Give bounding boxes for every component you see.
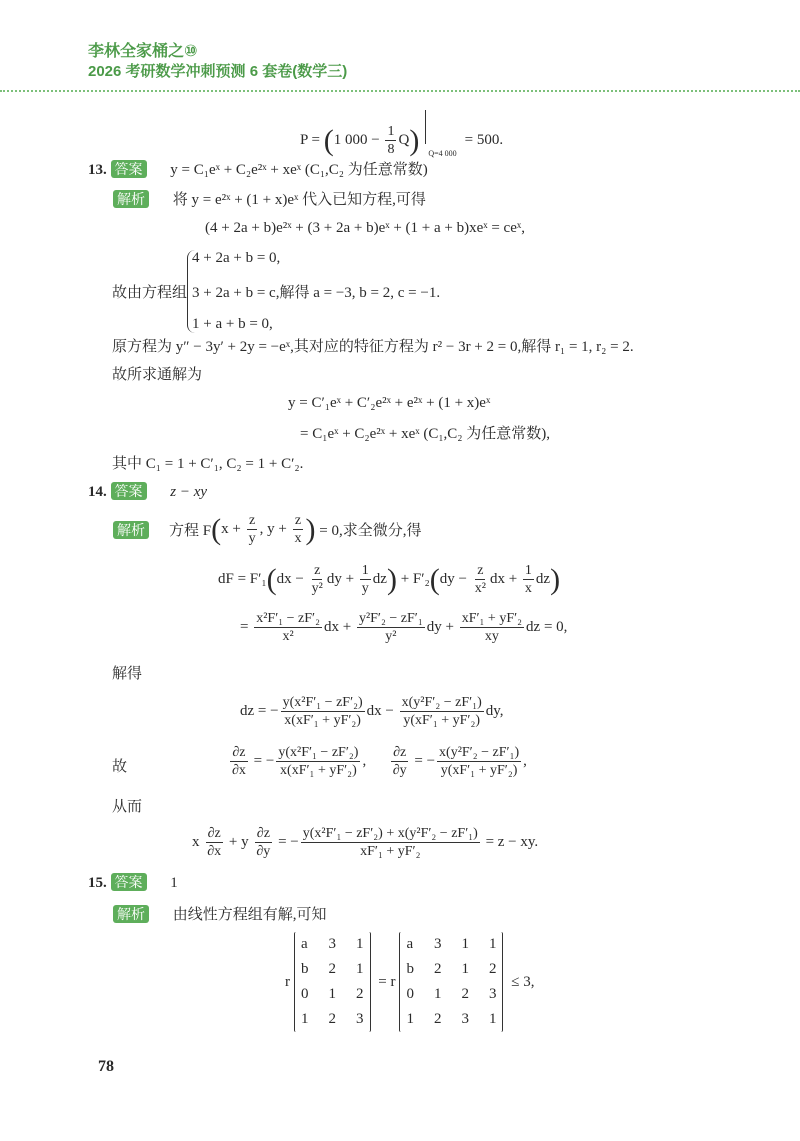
fraction <box>391 744 409 779</box>
fraction <box>247 512 258 547</box>
math-text: 1 000 − <box>333 132 384 148</box>
fraction <box>385 123 396 158</box>
math-text: dx + <box>489 571 521 587</box>
answer-text: 1 <box>170 875 178 891</box>
text-line: 故所求通解为 <box>112 367 203 383</box>
matrix-cell: 3 <box>488 986 497 1002</box>
evaluation-bar <box>425 110 426 144</box>
parenthesis: ( <box>266 562 277 596</box>
answer-label: 答案 <box>111 482 147 500</box>
fraction-numerator: ∂z <box>232 745 246 760</box>
fraction-numerator: y(x²F′₁ − zF′₂) <box>282 695 363 710</box>
fraction <box>230 744 248 779</box>
matrix-cell: 2 <box>328 1011 336 1027</box>
fraction-numerator: 1 <box>387 124 395 139</box>
fraction-numerator: y(x²F′₁ − zF′₂) + x(y²F′₂ − zF′₁) <box>302 826 478 841</box>
math-text: = − <box>410 753 436 769</box>
q15-answer-row <box>88 873 178 892</box>
math-text: dz <box>535 571 551 587</box>
fraction <box>400 694 484 729</box>
fraction-numerator: ∂z <box>207 826 221 841</box>
fraction <box>360 562 371 597</box>
system-equation: 1 + a + b = 0, <box>192 316 273 332</box>
fraction-numerator: 1 <box>361 563 369 578</box>
matrix-cell: 2 <box>488 961 497 977</box>
text-line: 其中 C₁ = 1 + C′₁, C₂ = 1 + C′₂. <box>112 456 304 472</box>
page-number: 78 <box>98 1058 114 1075</box>
fraction <box>254 610 322 645</box>
matrix-cell: 1 <box>461 936 469 952</box>
matrix <box>399 932 503 1032</box>
math-text: = <box>240 619 253 635</box>
fraction <box>473 562 488 597</box>
fraction-numerator: z <box>314 563 321 578</box>
matrix-cell: 1 <box>488 936 497 952</box>
fraction-denominator: y(xF′₁ + yF′₂) <box>440 763 518 778</box>
fraction-denominator: x² <box>282 629 294 644</box>
analysis-text: 将 y = e²ˣ + (1 + x)eˣ 代入已知方程,可得 <box>172 192 426 208</box>
fraction-numerator: ∂z <box>256 826 270 841</box>
final-equation <box>192 825 538 860</box>
analysis-label: 解析 <box>113 190 149 208</box>
matrix <box>294 932 371 1032</box>
parenthesis: ) <box>386 562 397 596</box>
fraction-denominator: xF′₁ + yF′₂ <box>360 844 421 859</box>
matrix-cell: 3 <box>433 936 442 952</box>
fraction-denominator: ∂x <box>232 763 246 778</box>
fraction-numerator: ∂z <box>393 745 407 760</box>
fraction <box>310 562 325 597</box>
matrix-cell: a <box>301 936 308 952</box>
math-text: dx + <box>323 619 355 635</box>
text-line: 解得 <box>112 666 143 682</box>
matrix-cell: 1 <box>488 1011 497 1027</box>
math-text: dz = 0, <box>526 619 568 635</box>
analysis-text <box>169 512 422 547</box>
math-text: = − <box>274 834 299 850</box>
dz-equation <box>240 694 504 729</box>
differential-equation <box>218 562 560 597</box>
equation: y = C′₁eˣ + C′₂e²ˣ + e²ˣ + (1 + x)eˣ <box>288 395 491 411</box>
fraction-denominator: 8 <box>387 142 395 157</box>
answer-text: y = C₁eˣ + C₂e²ˣ + xeˣ (C₁,C₂ 为任意常数) <box>170 162 428 178</box>
q13-analysis-row <box>113 188 426 209</box>
fraction-denominator: y(xF′₁ + yF′₂) <box>403 713 481 728</box>
equation: = C₁eˣ + C₂e²ˣ + xeˣ (C₁,C₂ 为任意常数), <box>300 426 551 442</box>
question-number: 14. <box>88 484 107 500</box>
math-text: dz <box>372 571 387 587</box>
matrix-cell: 1 <box>406 1011 414 1027</box>
equation: (4 + 2a + b)e²ˣ + (3 + 2a + b)eˣ + (1 + a + b)xeˣ = ceˣ, <box>205 220 525 236</box>
fraction <box>523 562 534 597</box>
analysis-text: 由线性方程组有解,可知 <box>172 907 327 923</box>
q15-analysis-row <box>113 903 327 924</box>
book-title: 2026 考研数学冲刺预测 6 套卷(数学三) <box>88 63 348 80</box>
parenthesis: ( <box>429 562 440 596</box>
fraction-numerator: 1 <box>524 563 532 578</box>
fraction-denominator: xy <box>484 629 499 644</box>
equation-system <box>112 250 440 333</box>
question-number: 13. <box>88 162 107 178</box>
fraction-denominator: y² <box>385 629 397 644</box>
fraction-denominator: x <box>294 531 302 546</box>
math-text: P = <box>300 132 324 148</box>
math-text: + y <box>225 834 253 850</box>
parenthesis: ) <box>409 123 420 157</box>
matrix-cell: 2 <box>461 986 469 1002</box>
math-text: dy + <box>326 571 358 587</box>
math-text: x + <box>221 521 245 537</box>
matrix-cell: 1 <box>433 986 442 1002</box>
math-text: + F′₂ <box>396 571 430 587</box>
evaluation-subscript: Q=4 000 <box>428 149 457 158</box>
math-text: dy − <box>439 571 471 587</box>
q14-analysis-row <box>113 512 422 547</box>
fraction-numerator: x(y²F′₂ − zF′₁) <box>401 695 482 710</box>
fraction-denominator: y² <box>311 581 323 596</box>
fraction-denominator: ∂x <box>207 844 222 859</box>
math-text: dx − <box>366 703 398 719</box>
answer-text: z − xy <box>170 484 208 500</box>
equation <box>218 562 560 597</box>
equation <box>192 825 538 860</box>
system-equation: 4 + 2a + b = 0, <box>192 250 281 266</box>
system-prefix: 故由方程组 <box>112 285 188 301</box>
fraction <box>293 512 304 547</box>
math-text: , y + <box>259 521 291 537</box>
parenthesis: ( <box>323 123 334 157</box>
system-equation: 3 + 2a + b = c,解得 a = −3, b = 2, c = −1. <box>192 285 441 301</box>
math-text: dz = − <box>240 703 279 719</box>
math-text: = r <box>374 973 396 990</box>
q12-result: = 500. <box>464 132 504 148</box>
matrix-cell: 1 <box>461 961 469 977</box>
text-line: 原方程为 y″ − 3y′ + 2y = −eˣ,其对应的特征方程为 r² − 3r + 2 = 0,解得 r₁ = 1, r₂ = 2. <box>112 339 634 355</box>
matrix-cell: 1 <box>356 936 364 952</box>
fraction-numerator: x²F′₁ − zF′₂ <box>256 611 320 626</box>
fraction-denominator: x(xF′₁ + yF′₂) <box>280 763 357 778</box>
matrix-cell: 0 <box>406 986 414 1002</box>
matrix-cell: 1 <box>301 1011 309 1027</box>
matrix-cell: 1 <box>356 961 364 977</box>
analysis-label: 解析 <box>113 905 149 923</box>
fraction-denominator: y <box>361 581 369 596</box>
math-text: 方程 F <box>169 523 212 539</box>
fraction-denominator: y <box>248 531 256 546</box>
math-text: = 0,求全微分,得 <box>315 523 422 539</box>
q12-expression <box>300 123 419 158</box>
differential-equation <box>240 610 567 645</box>
fraction-numerator: z <box>248 513 256 528</box>
parenthesis: ) <box>305 512 316 546</box>
header-divider <box>0 90 800 92</box>
fraction <box>437 744 521 779</box>
matrix-cell: 2 <box>433 961 442 977</box>
matrix-cell: 1 <box>328 986 336 1002</box>
text-line: 故 <box>112 759 128 775</box>
fraction <box>276 744 360 779</box>
fraction-denominator: x <box>524 581 532 596</box>
answer-label: 答案 <box>111 160 147 178</box>
math-text: x <box>192 834 204 850</box>
math-text: dy, <box>485 703 504 719</box>
fraction-denominator: ∂y <box>392 763 407 778</box>
text-line: 从而 <box>112 799 143 815</box>
fraction-numerator: x(y²F′₂ − zF′₁) <box>439 745 520 760</box>
math-text: dx − <box>276 571 308 587</box>
fraction <box>357 610 425 645</box>
analysis-label: 解析 <box>113 521 149 539</box>
math-text: dF = F′₁ <box>218 571 267 587</box>
math-text: = z − xy. <box>481 834 539 850</box>
matrix-cell: b <box>301 961 309 977</box>
fraction <box>254 825 272 860</box>
math-text: dy + <box>426 619 458 635</box>
q13-answer-row <box>88 158 428 179</box>
parenthesis: ) <box>550 562 561 596</box>
matrix-cell: 2 <box>356 986 364 1002</box>
rank-equation <box>285 932 534 1032</box>
fraction <box>460 610 524 645</box>
answer-label: 答案 <box>111 873 147 891</box>
fraction-numerator: z <box>294 513 302 528</box>
question-number: 15. <box>88 875 107 891</box>
math-text: , <box>523 753 527 769</box>
fraction <box>301 825 480 860</box>
fraction-numerator: z <box>477 563 484 578</box>
fraction-denominator: x(xF′₁ + yF′₂) <box>284 713 361 728</box>
fraction-denominator: x² <box>474 581 486 596</box>
fraction-denominator: ∂y <box>256 844 271 859</box>
matrix-cell: 3 <box>328 936 336 952</box>
math-text: ≤ 3, <box>507 973 535 990</box>
fraction-numerator: y²F′₂ − zF′₁ <box>358 611 423 626</box>
math-text: Q <box>398 132 410 148</box>
fraction <box>281 694 365 729</box>
book-series: 李林全家桶之⑩ <box>88 43 198 60</box>
q14-answer-row <box>88 482 207 501</box>
matrix-cell: 3 <box>461 1011 469 1027</box>
fraction <box>205 825 223 860</box>
math-text: = − <box>249 753 275 769</box>
matrix-cell: 2 <box>328 961 336 977</box>
system-brace <box>187 250 440 333</box>
parenthesis: ( <box>211 512 222 546</box>
matrix-cell: 0 <box>301 986 309 1002</box>
partial-derivatives <box>228 744 527 779</box>
fraction-numerator: xF′₁ + yF′₂ <box>461 611 523 626</box>
matrix-cell: a <box>406 936 414 952</box>
q12-result-equation <box>300 110 503 158</box>
fraction-numerator: y(x²F′₁ − zF′₂) <box>278 745 359 760</box>
math-text: r <box>285 973 290 990</box>
math-text: , <box>362 753 389 769</box>
equation <box>285 932 534 1032</box>
equation <box>240 610 567 645</box>
matrix-cell: b <box>406 961 414 977</box>
matrix-cell: 2 <box>433 1011 442 1027</box>
matrix-cell: 3 <box>356 1011 364 1027</box>
equation <box>240 694 504 729</box>
equation <box>228 744 527 779</box>
